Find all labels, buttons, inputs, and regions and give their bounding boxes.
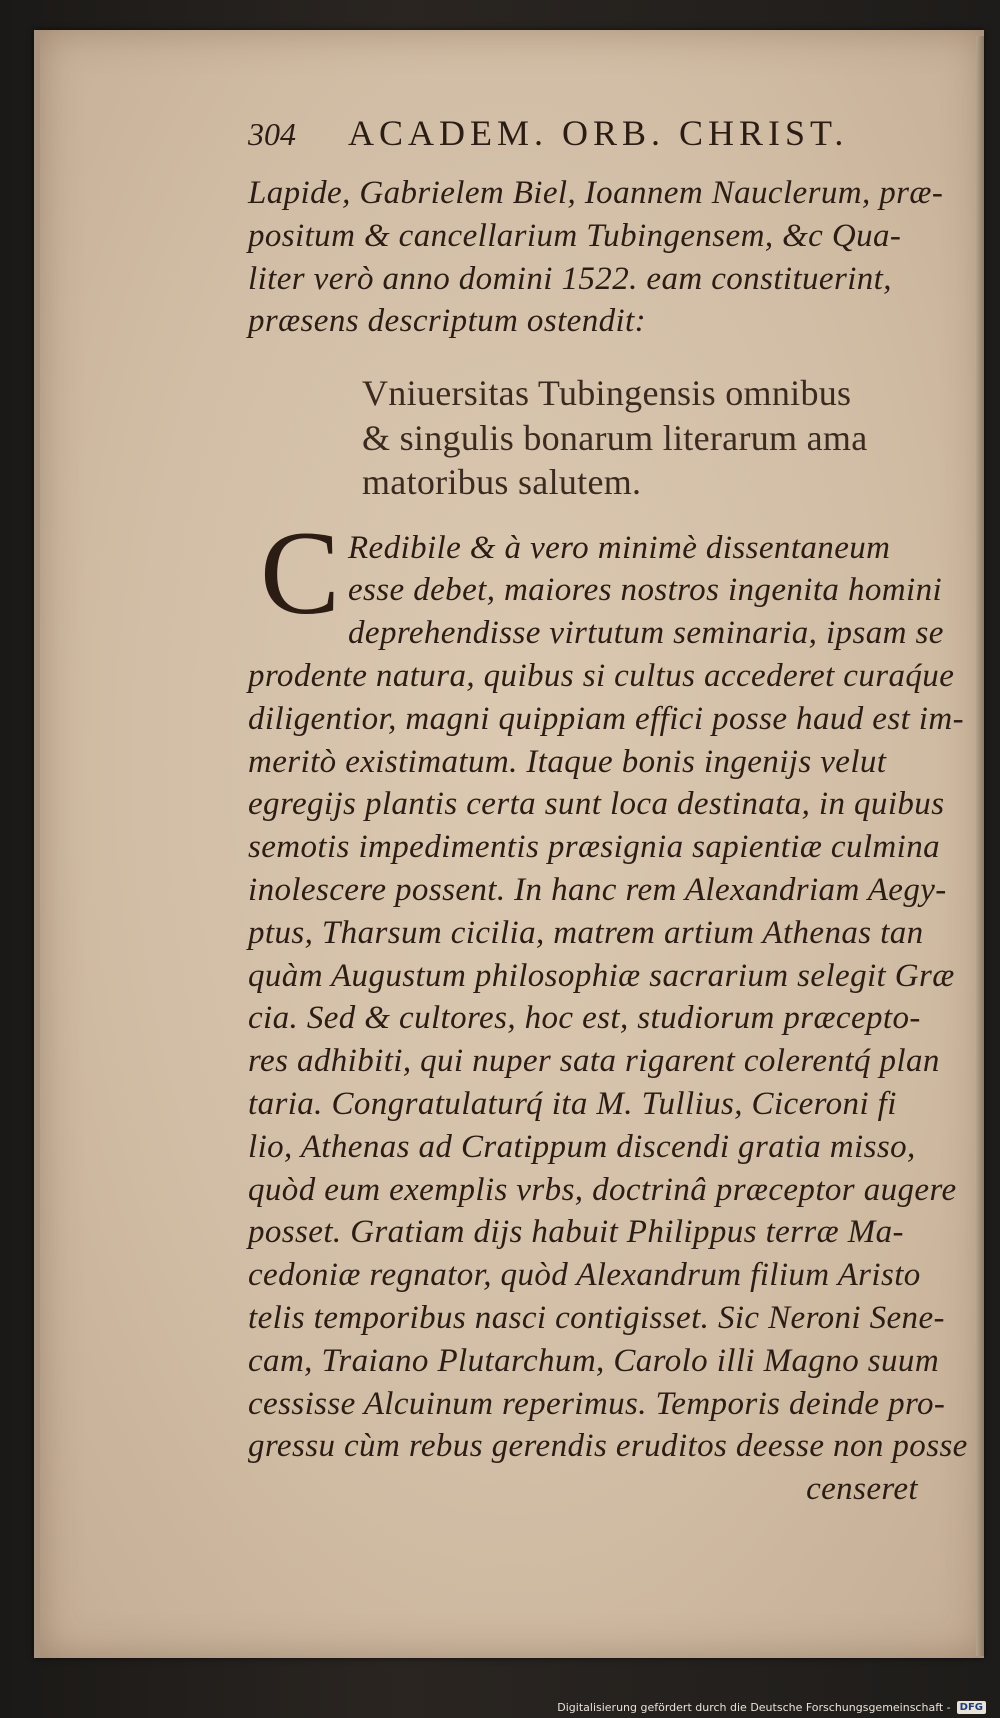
- drop-cap: C: [260, 505, 341, 639]
- letter-body: [248, 505, 968, 1511]
- body-line: diligentior, magni quippiam effici posse haud est im-: [248, 700, 964, 737]
- running-head: [248, 112, 948, 172]
- digitization-credit: [557, 1701, 986, 1714]
- body-line: res adhibiti, qui nuper sata rigarent colerentq́ plan: [248, 1043, 940, 1080]
- letter-address: [362, 371, 948, 505]
- intro-line: positum & cancellarium Tubingensem, &c Qua-: [248, 217, 902, 254]
- intro-line: Lapide, Gabrielem Biel, Ioannem Nauclerum, præ-: [248, 175, 944, 211]
- body-line: semotis impedimentis præsignia sapientiæ culmina: [248, 829, 941, 866]
- credit-text: Digitalisierung gefördert durch die Deutsche Forschungsgemeinschaft -: [557, 1701, 951, 1714]
- body-line: lio, Athenas ad Cratippum discendi gratia misso,: [248, 1128, 916, 1165]
- dfg-logo: DFG: [957, 1701, 986, 1714]
- body-line: telis temporibus nasci contigisset. Sic Neroni Sene-: [248, 1300, 945, 1337]
- address-line: matoribus salutem.: [362, 462, 642, 503]
- body-line: cia. Sed & cultores, hoc est, studiorum præcepto-: [248, 1000, 921, 1037]
- body-line: egregijs plantis certa sunt loca destinata, in quibus: [248, 786, 945, 823]
- body-line: posset. Gratiam dijs habuit Philippus terræ Ma-: [248, 1214, 904, 1251]
- body-line: quàm Augustum philosophiæ sacrarium selegit Græ: [248, 957, 955, 994]
- address-line: & singulis bonarum literarum ama: [362, 417, 868, 458]
- body-line: prodente natura, quibus si cultus accederet curaq́ue: [248, 658, 955, 695]
- intro-line: liter verò anno domini 1522. eam constituerint,: [248, 260, 892, 297]
- body-line: taria. Congratulaturq́ ita M. Tullius, Ciceroni fi: [248, 1086, 897, 1123]
- intro-line: præsens descriptum ostendit:: [248, 303, 647, 340]
- body-line: quòd eum exemplis vrbs, doctrinâ præceptor augere: [248, 1171, 957, 1208]
- text-block: [248, 112, 968, 1511]
- body-line: gressu cùm rebus gerendis eruditos deesse non posse: [248, 1428, 968, 1465]
- body-line: cedoniæ regnator, quòd Alexandrum filium Aristo: [248, 1257, 921, 1294]
- body-line: esse debet, maiores nostros ingenita homini: [348, 572, 943, 609]
- page-number: 304: [248, 116, 296, 152]
- address-line: Vniuersitas Tubingensis omnibus: [362, 373, 852, 414]
- running-head-title: ACADEM. ORB. CHRIST.: [348, 113, 849, 153]
- intro-paragraph: [248, 172, 948, 343]
- page-edge: [976, 36, 984, 1656]
- body-line: deprehendisse virtutum seminaria, ipsam se: [348, 615, 944, 652]
- body-line: meritò existimatum. Itaque bonis ingenijs velut: [248, 743, 887, 780]
- body-line: ptus, Tharsum cicilia, matrem artium Athenas tan: [248, 914, 924, 951]
- body-line: cam, Traiano Plutarchum, Carolo illi Magno suum: [248, 1342, 940, 1379]
- body-line: Redibile & à vero minimè dissentaneum: [348, 529, 891, 566]
- body-line: inolescere possent. In hanc rem Alexandriam Aegy-: [248, 872, 947, 909]
- catchword: censeret: [806, 1471, 918, 1508]
- body-line: cessisse Alcuinum reperimus. Temporis deinde pro-: [248, 1385, 946, 1422]
